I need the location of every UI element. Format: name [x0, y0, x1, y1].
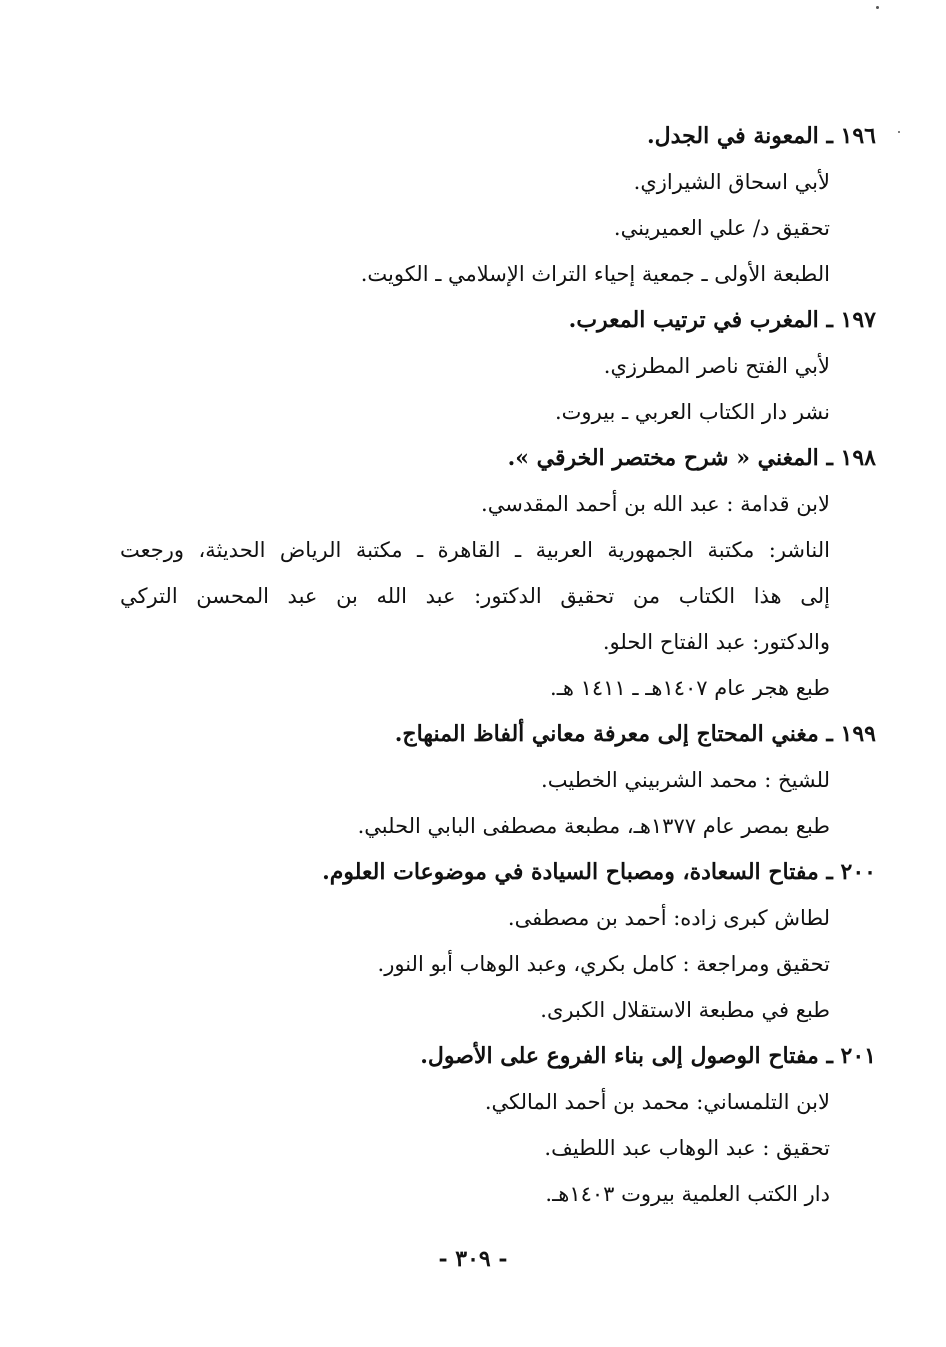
entry-title: ٢٠١ ـ مفتاح الوصول إلى بناء الفروع على الأصول. — [420, 1043, 876, 1069]
entry-title: ١٩٨ ـ المغني « شرح مختصر الخرقي ». — [507, 445, 876, 471]
entry-editor: تحقيق د/ علي العميريني. — [613, 216, 830, 240]
entry-publication: طبع بمصر عام ١٣٧٧هـ، مطبعة مصطفى البابي الحلبي. — [357, 814, 830, 838]
scan-speck — [898, 131, 900, 133]
page-number: - ٣٠٩ - — [438, 1246, 508, 1272]
entry-author: لأبي الفتح ناصر المطرزي. — [603, 354, 830, 378]
entry-publication: دار الكتب العلمية بيروت ١٤٠٣هـ. — [545, 1182, 830, 1206]
entry-author: للشيخ : محمد الشربيني الخطيب. — [541, 768, 830, 792]
entry-author: لابن التلمساني: محمد بن أحمد المالكي. — [484, 1090, 830, 1114]
entry-publisher: الناشر: مكتبة الجمهورية العربية ـ القاهرة ـ مكتبة الرياض الحديثة، ورجعت — [120, 538, 830, 562]
bibliography-entry — [120, 435, 876, 711]
scan-speck — [876, 6, 879, 9]
bibliography-entry — [120, 711, 876, 849]
entry-editor: تحقيق : عبد الوهاب عبد اللطيف. — [544, 1136, 830, 1160]
bibliography-entry — [120, 113, 876, 297]
bibliography-entry — [120, 1033, 876, 1217]
entry-publication: الطبعة الأولى ـ جمعية إحياء التراث الإسلامي ـ الكويت. — [360, 262, 830, 286]
bibliography-entry — [120, 849, 876, 1033]
bibliography-list — [120, 113, 876, 1217]
bibliography-entry — [120, 297, 876, 435]
entry-author: لأبي اسحاق الشيرازي. — [633, 170, 830, 194]
entry-publication: نشر دار الكتاب العربي ـ بيروت. — [554, 400, 830, 424]
entry-publication: طبع في مطبعة الاستقلال الكبرى. — [540, 998, 830, 1022]
entry-editor: تحقيق ومراجعة : كامل بكري، وعبد الوهاب أبو النور. — [377, 952, 830, 976]
entry-author: لابن قدامة : عبد الله بن أحمد المقدسي. — [481, 492, 830, 516]
entry-title: ١٩٧ ـ المغرب في ترتيب المعرب. — [568, 307, 876, 333]
entry-note: إلى هذا الكتاب من تحقيق الدكتور: عبد الله بن عبد المحسن التركي — [120, 584, 830, 608]
entry-title: ٢٠٠ ـ مفتاح السعادة، ومصباح السيادة في موضوعات العلوم. — [322, 859, 876, 885]
entry-title: ١٩٦ ـ المعونة في الجدل. — [646, 123, 876, 149]
entry-print-date: طبع هجر عام ١٤٠٧هـ ـ ١٤١١ هـ. — [550, 676, 830, 700]
entry-note-continued: والدكتور: عبد الفتاح الحلو. — [602, 630, 830, 654]
entry-author: لطاش كبرى زاده: أحمد بن مصطفى. — [507, 906, 830, 930]
entry-title: ١٩٩ ـ مغني المحتاج إلى معرفة معاني ألفاظ المنهاج. — [394, 721, 876, 747]
